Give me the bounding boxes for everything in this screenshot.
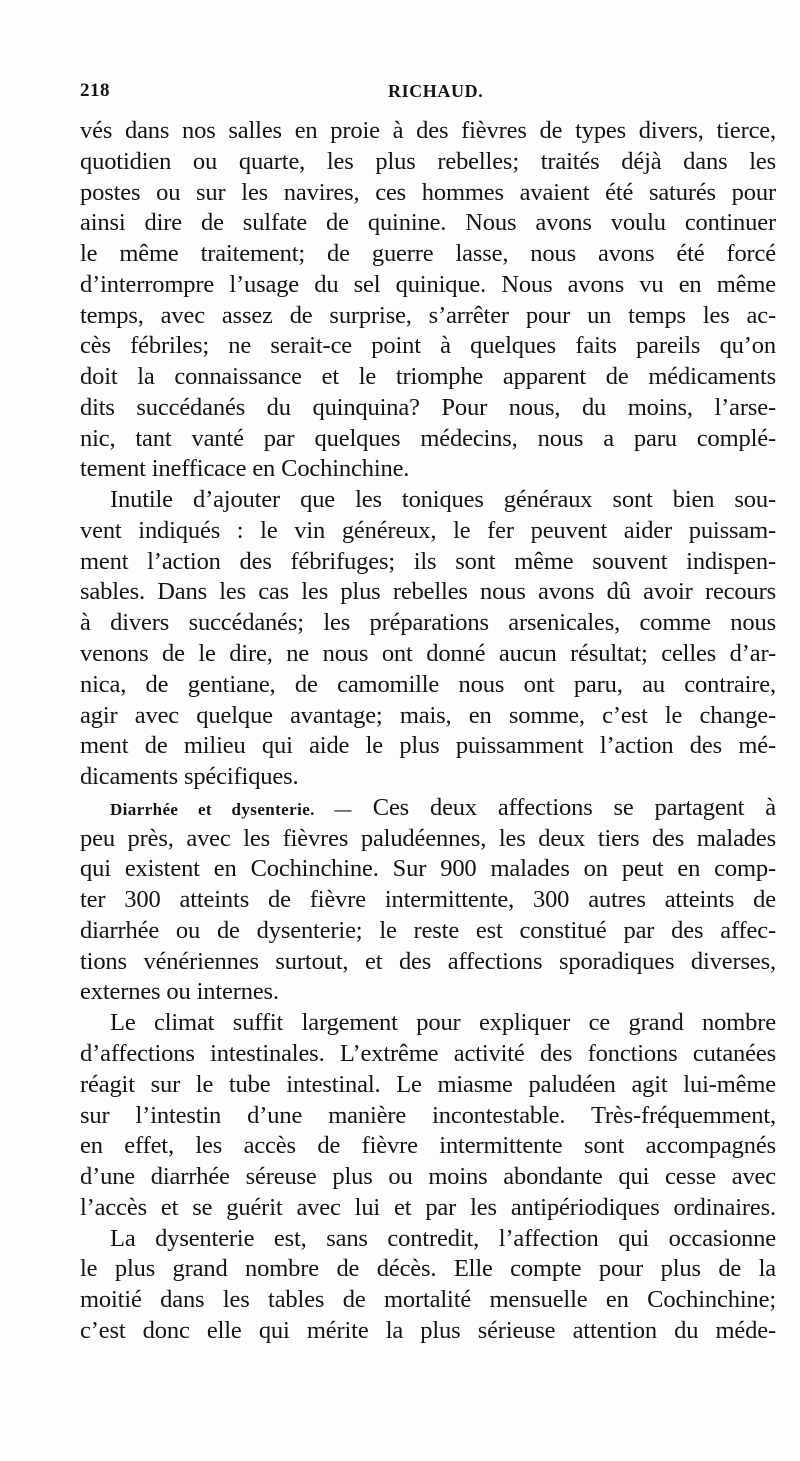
- text-line: c’est donc elle qui mérite la plus sérieuse attention du méde-: [80, 1316, 776, 1344]
- page-number: 218: [80, 80, 110, 101]
- text-line: Inutile d’ajouter que les toniques généraux sont bien sou-: [110, 486, 776, 514]
- text-line: le plus grand nombre de décès. Elle compte pour plus de la: [80, 1255, 776, 1283]
- text-line: nica, de gentiane, de camomille nous ont paru, au contraire,: [80, 670, 776, 698]
- text-line: cès fébriles; ne serait-ce point à quelques faits pareils qu’on: [80, 332, 776, 360]
- text-line: le même traitement; de guerre lasse, nous avons été forcé: [80, 240, 776, 268]
- text-line: d’une diarrhée séreuse plus ou moins abondante qui cesse avec: [80, 1163, 776, 1191]
- text-line: Le climat suffit largement pour expliquer ce grand nombre: [110, 1009, 776, 1037]
- text-line: diarrhée ou de dysenterie; le reste est constitué par des affec-: [80, 916, 776, 944]
- text-line: ment l’action des fébrifuges; ils sont même souvent indispen-: [80, 547, 776, 575]
- text-line: externes ou internes.: [80, 978, 279, 1006]
- text-line: d’interrompre l’usage du sel quinique. Nous avons vu en même: [80, 270, 776, 298]
- text-line: dits succédanés du quinquina? Pour nous, du moins, l’arse-: [80, 393, 776, 421]
- text-line: réagit sur le tube intestinal. Le miasme paludéen agit lui-même: [80, 1070, 776, 1098]
- text-line: vent indiqués : le vin généreux, le fer peuvent aider puissam-: [80, 516, 776, 544]
- text-line: ment de milieu qui aide le plus puissamment l’action des mé-: [80, 732, 776, 760]
- text-line: en effet, les accès de fièvre intermittente sont accompagnés: [80, 1132, 776, 1160]
- text-line: postes ou sur les navires, ces hommes avaient été saturés pour: [80, 178, 776, 206]
- text-line: sables. Dans les cas les plus rebelles nous avons dû avoir recours: [80, 578, 776, 606]
- text-line: ainsi dire de sulfate de quinine. Nous avons voulu continuer: [80, 209, 776, 237]
- text-line: venons de le dire, ne nous ont donné aucun résultat; celles d’ar-: [80, 640, 776, 668]
- text-line: tement inefficace en Cochinchine.: [80, 455, 410, 483]
- text-line: à divers succédanés; les préparations arsenicales, comme nous: [80, 609, 776, 637]
- text-line: l’accès et se guérit avec lui et par les antipériodiques ordinaires.: [80, 1193, 776, 1221]
- text-line: nic, tant vanté par quelques médecins, nous a paru complé-: [80, 424, 776, 452]
- text-line: dicaments spécifiques.: [80, 763, 299, 791]
- text-line: qui existent en Cochinchine. Sur 900 malades on peut en comp-: [80, 855, 776, 883]
- section-first-line: [80, 793, 776, 824]
- text-line: vés dans nos salles en proie à des fièvres de types divers, tierce,: [80, 117, 776, 144]
- running-head: [80, 80, 780, 110]
- text-line: La dysenterie est, sans contredit, l’affection qui occasionne: [110, 1224, 776, 1252]
- section-heading: Diarrhée et dysenterie. —: [110, 799, 352, 819]
- section-first-line-text: Ces deux affections se partagent à: [372, 793, 776, 821]
- text-line: d’affections intestinales. L’extrême activité des fonctions cutanées: [80, 1039, 776, 1067]
- text-line: doit la connaissance et le triomphe apparent de médicaments: [80, 363, 776, 391]
- running-title: RICHAUD.: [388, 81, 484, 101]
- text-line: temps, avec assez de surprise, s’arrêter pour un temps les ac-: [80, 301, 776, 329]
- text-line: moitié dans les tables de mortalité mensuelle en Cochinchine;: [80, 1286, 776, 1314]
- text-line: tions vénériennes surtout, et des affections sporadiques diverses,: [80, 947, 776, 975]
- text-line: sur l’intestin d’une manière incontestable. Très-fréquemment,: [80, 1101, 776, 1129]
- text-line: ter 300 atteints de fièvre intermittente, 300 autres atteints de: [80, 886, 776, 914]
- text-line: quotidien ou quarte, les plus rebelles; traités déjà dans les: [80, 147, 776, 175]
- text-line: agir avec quelque avantage; mais, en somme, c’est le change-: [80, 701, 776, 729]
- text-line: peu près, avec les fièvres paludéennes, les deux tiers des malades: [80, 824, 776, 852]
- body-text: [80, 116, 776, 1347]
